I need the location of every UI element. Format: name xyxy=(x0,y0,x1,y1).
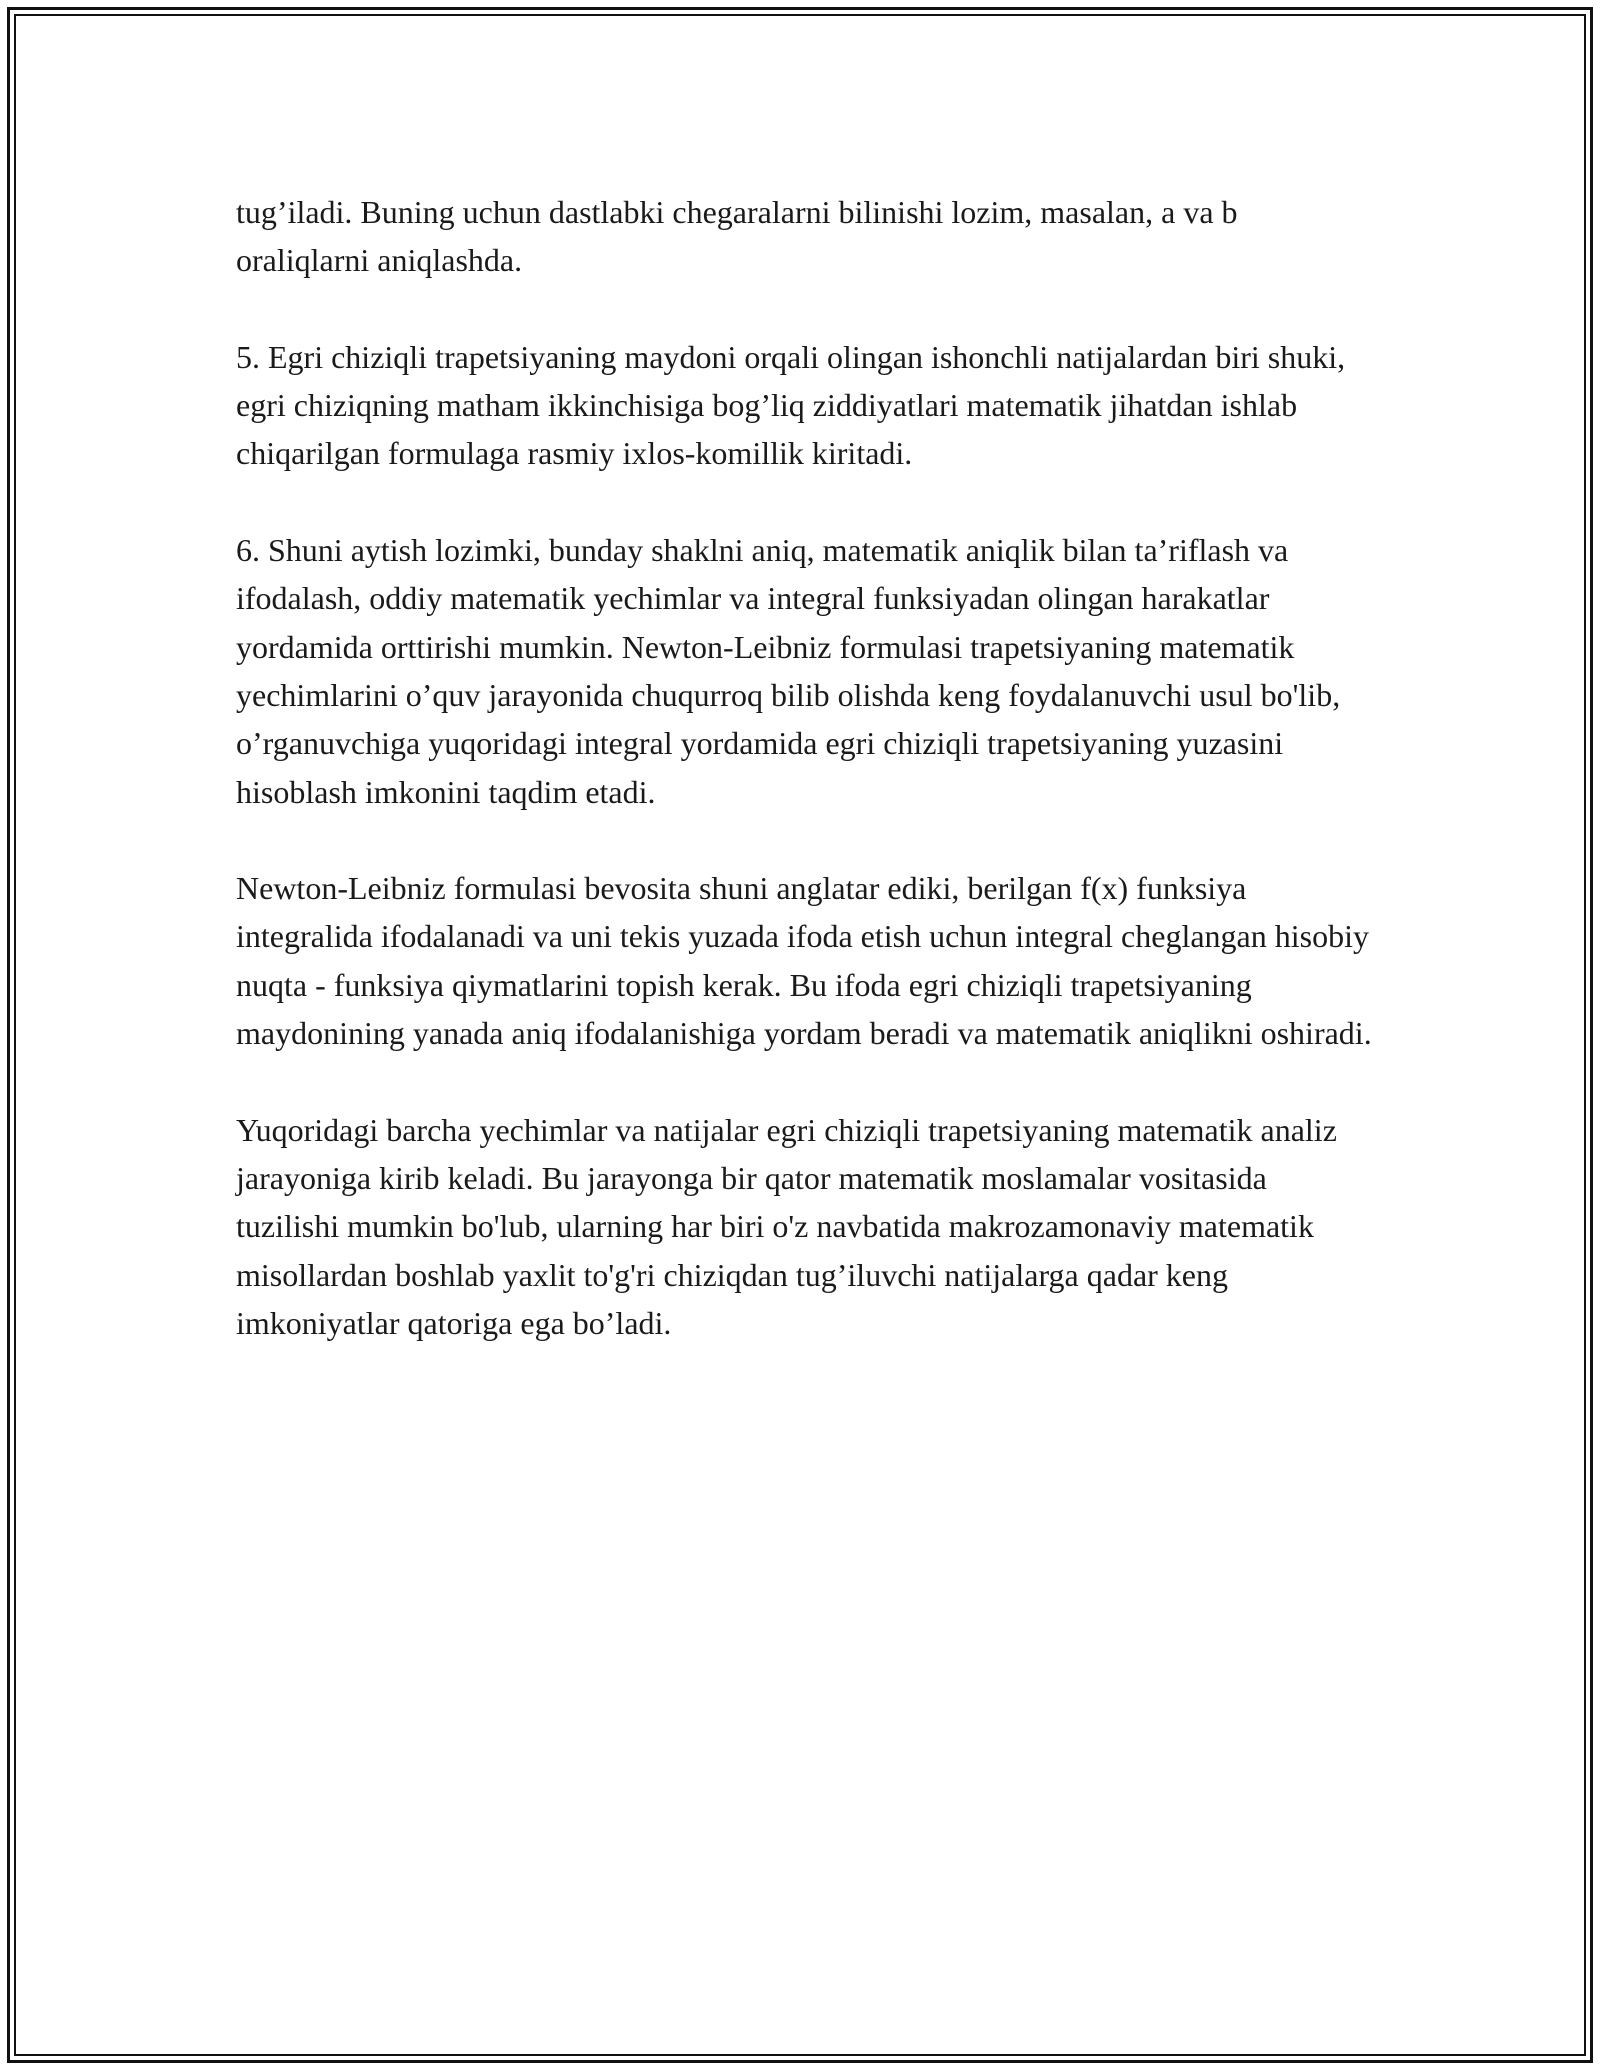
paragraph-item-5: 5. Egri chiziqli trapetsiyaning maydoni orqali olingan ishonchli natijalardan biri shuki, egri chiziqning matham ikkinchisiga bog’liq ziddiyatlari matematik jihatdan ishlab chiqarilgan formulaga rasmiy ixlos-komillik kiritadi. xyxy=(236,338,1346,472)
paragraph-item-6: 6. Shuni aytish lozimki, bunday shaklni aniq, matematik aniqlik bilan ta’riflash va ifodalash, oddiy matematik yechimlar va integral funksiyadan olingan harakatlar yordamida orttirishi mumkin. Newton-Leibniz formulasi trapetsiyaning matematik yechimlarini o’quv jarayonida chuqurroq bilib olishda keng foydalanuvchi usul bo'lib, o’rganuvchiga yuqoridagi integral yordamida egri chiziqli trapetsiyaning yuzasini hisoblash imkonini taqdim etadi. xyxy=(236,532,1341,810)
paragraph-conclusion: Yuqoridagi barcha yechimlar va natijalar egri chiziqli trapetsiyaning matematik analiz jarayoniga kirib keladi. Bu jarayonga bir qator matematik moslamalar vositasida tuzilishi mumkin bo'lub, ularning har biri o'z navbatida makrozamonaviy matematik misollardan boshlab yaxlit to'g'ri chiziqdan tug’iluvchi natijalarga qadar keng imkoniyatlar qatoriga ega bo’ladi. xyxy=(236,1111,1337,1341)
document-body xyxy=(236,188,1376,1347)
paragraph-newton-leibniz: Newton-Leibniz formulasi bevosita shuni anglatar ediki, berilgan f(x) funksiya integralida ifodalanadi va uni tekis yuzada ifoda etish uchun integral cheglangan hisobiy nuqta - funksiya qiymatlarini topish kerak. Bu ifoda egri chiziqli trapetsiyaning maydonining yanada aniq ifodalanishiga yordam beradi va matematik aniqlikni oshiradi. xyxy=(236,870,1372,1052)
paragraph-continuation: tug’iladi. Buning uchun dastlabki chegaralarni bilinishi lozim, masalan, a va b oraliqlarni aniqlashda. xyxy=(236,194,1238,279)
